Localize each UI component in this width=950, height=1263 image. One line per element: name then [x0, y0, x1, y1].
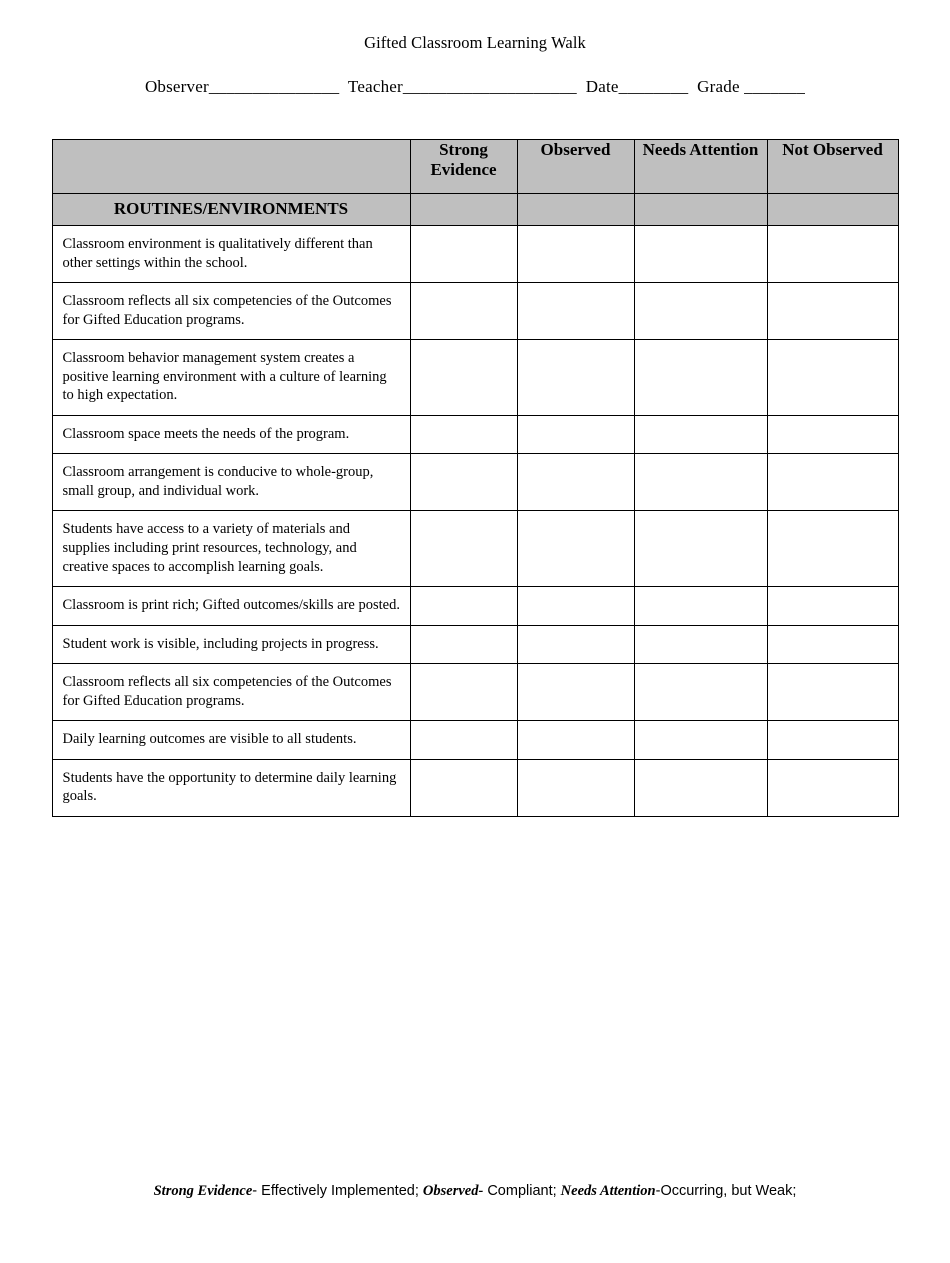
table-header [52, 140, 898, 194]
checkbox-cell-not-observed[interactable] [767, 226, 898, 283]
table-row [52, 226, 898, 283]
legend-needs-attention-label: Needs Attention [560, 1183, 656, 1199]
checkbox-cell-strong-evidence[interactable] [410, 721, 517, 760]
item-text: Classroom arrangement is conducive to whole-group, small group, and individual work. [52, 454, 410, 511]
checkbox-cell-observed[interactable] [517, 625, 634, 664]
item-text: Classroom environment is qualitatively different than other settings within the school. [52, 226, 410, 283]
checkbox-cell-needs-attention[interactable] [634, 415, 767, 454]
checkbox-cell-strong-evidence[interactable] [410, 664, 517, 721]
checkbox-cell-strong-evidence[interactable] [410, 226, 517, 283]
table-row [52, 625, 898, 664]
checkbox-cell-observed[interactable] [517, 759, 634, 816]
table-row [52, 759, 898, 816]
checkbox-cell-observed[interactable] [517, 511, 634, 587]
checkbox-cell-strong-evidence[interactable] [410, 340, 517, 416]
checkbox-cell-needs-attention[interactable] [634, 759, 767, 816]
item-text: Student work is visible, including projects in progress. [52, 625, 410, 664]
checkbox-cell-strong-evidence[interactable] [410, 454, 517, 511]
checkbox-cell-strong-evidence[interactable] [410, 511, 517, 587]
column-header-needs-attention: Needs Attention [634, 140, 767, 194]
table-row [52, 415, 898, 454]
legend-footnote [0, 1183, 950, 1200]
checkbox-cell-needs-attention[interactable] [634, 454, 767, 511]
section-label: ROUTINES/ENVIRONMENTS [52, 194, 410, 226]
table-row [52, 664, 898, 721]
item-text: Students have the opportunity to determine daily learning goals. [52, 759, 410, 816]
checkbox-cell-observed[interactable] [517, 415, 634, 454]
checkbox-cell-not-observed[interactable] [767, 340, 898, 416]
section-spacer-observed [517, 194, 634, 226]
checkbox-cell-observed[interactable] [517, 454, 634, 511]
legend-strong-evidence-text: - Effectively Implemented; [252, 1183, 423, 1199]
table-row [52, 511, 898, 587]
checkbox-cell-not-observed[interactable] [767, 283, 898, 340]
checkbox-cell-not-observed[interactable] [767, 415, 898, 454]
section-spacer-strong-evidence [410, 194, 517, 226]
checkbox-cell-needs-attention[interactable] [634, 625, 767, 664]
checkbox-cell-needs-attention[interactable] [634, 226, 767, 283]
observer-meta-line [0, 77, 950, 97]
checkbox-cell-observed[interactable] [517, 587, 634, 626]
checkbox-cell-not-observed[interactable] [767, 454, 898, 511]
item-text: Classroom reflects all six competencies of the Outcomes for Gifted Education programs. [52, 283, 410, 340]
checkbox-cell-observed[interactable] [517, 283, 634, 340]
checkbox-cell-not-observed[interactable] [767, 664, 898, 721]
checkbox-cell-not-observed[interactable] [767, 721, 898, 760]
document-page [0, 33, 950, 1263]
column-header-observed: Observed [517, 140, 634, 194]
checkbox-cell-strong-evidence[interactable] [410, 283, 517, 340]
checkbox-cell-needs-attention[interactable] [634, 283, 767, 340]
item-text: Classroom reflects all six competencies of the Outcomes for Gifted Education programs. [52, 664, 410, 721]
checkbox-cell-observed[interactable] [517, 664, 634, 721]
table-row [52, 283, 898, 340]
column-header-strong-evidence: Strong Evidence [410, 140, 517, 194]
legend-needs-attention-text: -Occurring, but Weak; [655, 1183, 797, 1199]
table-row [52, 454, 898, 511]
column-header-not-observed: Not Observed [767, 140, 898, 194]
checkbox-cell-observed[interactable] [517, 340, 634, 416]
column-header-item [52, 140, 410, 194]
item-text: Classroom behavior management system creates a positive learning environment with a culture of learning to high expectation. [52, 340, 410, 416]
checkbox-cell-needs-attention[interactable] [634, 340, 767, 416]
checkbox-cell-not-observed[interactable] [767, 625, 898, 664]
table-body [52, 194, 898, 817]
checkbox-cell-observed[interactable] [517, 226, 634, 283]
learning-walk-table [52, 139, 899, 817]
section-spacer-not-observed [767, 194, 898, 226]
table-row [52, 340, 898, 416]
meta-line-text: Observer_______________ Teacher____________________ Date________ Grade _______ [144, 77, 806, 96]
legend-strong-evidence-label: Strong Evidence [153, 1183, 253, 1199]
table-row [52, 587, 898, 626]
item-text: Students have access to a variety of materials and supplies including print resources, technology, and creative spaces to accomplish learning goals. [52, 511, 410, 587]
checkbox-cell-strong-evidence[interactable] [410, 625, 517, 664]
page-title: Gifted Classroom Learning Walk [364, 33, 586, 52]
checkbox-cell-needs-attention[interactable] [634, 511, 767, 587]
legend-observed-text: Compliant; [483, 1183, 561, 1199]
checkbox-cell-strong-evidence[interactable] [410, 415, 517, 454]
item-text: Daily learning outcomes are visible to all students. [52, 721, 410, 760]
item-text: Classroom space meets the needs of the program. [52, 415, 410, 454]
checkbox-cell-strong-evidence[interactable] [410, 587, 517, 626]
checkbox-cell-needs-attention[interactable] [634, 587, 767, 626]
checkbox-cell-not-observed[interactable] [767, 511, 898, 587]
checkbox-cell-observed[interactable] [517, 721, 634, 760]
section-spacer-needs-attention [634, 194, 767, 226]
checkbox-cell-needs-attention[interactable] [634, 721, 767, 760]
checkbox-cell-not-observed[interactable] [767, 759, 898, 816]
legend-observed-label: Observed- [422, 1183, 484, 1199]
table-row [52, 721, 898, 760]
checkbox-cell-strong-evidence[interactable] [410, 759, 517, 816]
checkbox-cell-not-observed[interactable] [767, 587, 898, 626]
item-text: Classroom is print rich; Gifted outcomes/skills are posted. [52, 587, 410, 626]
section-row-routines-environments [52, 194, 898, 226]
checkbox-cell-needs-attention[interactable] [634, 664, 767, 721]
